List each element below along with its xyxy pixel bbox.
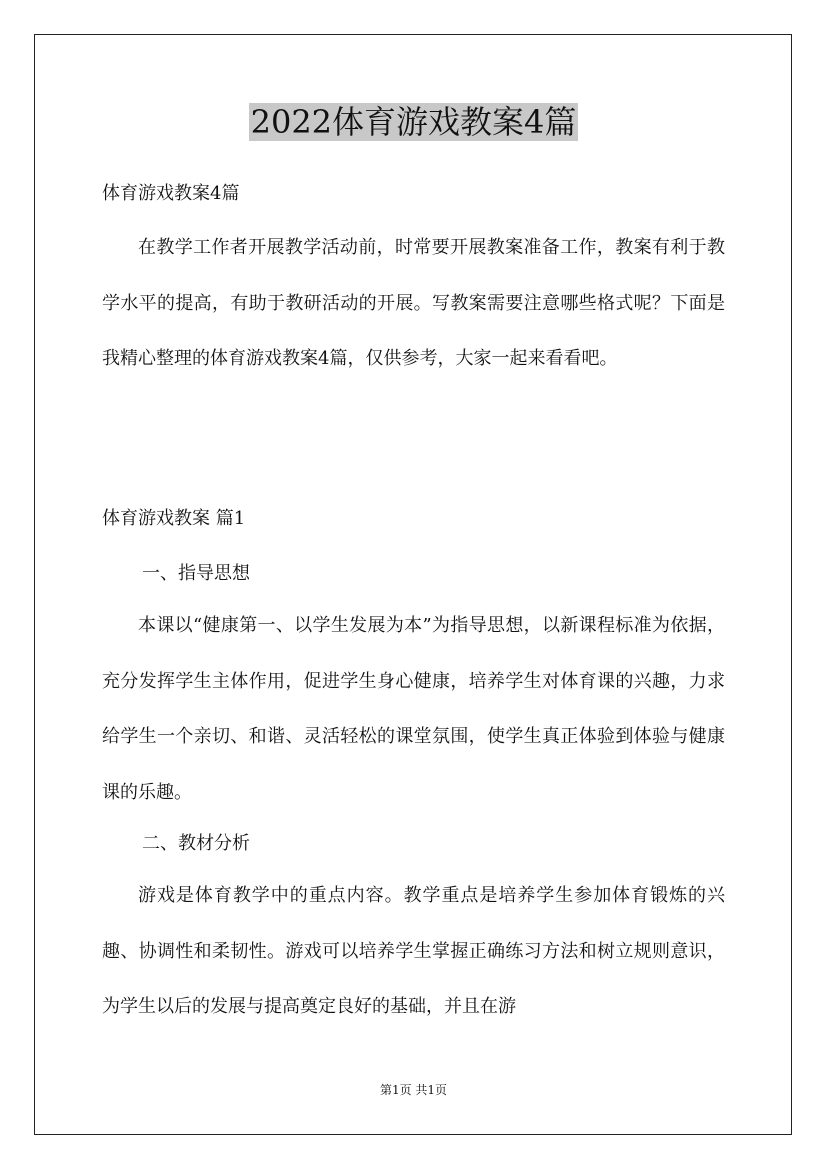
section-heading: 体育游戏教案 篇1	[102, 508, 246, 529]
document-title: 2022体育游戏教案4篇	[250, 103, 577, 141]
part2-heading: 二、教材分析	[142, 833, 250, 854]
page-footer: 第1页 共1页	[379, 1083, 448, 1097]
part1-paragraph: 本课以“健康第一、以学生发展为本”为指导思想，以新课程标准为依据，充分发挥学生主体作用，促进学生身心健康，培养学生对体育课的兴趣，力求给学生一个亲切、和谐、灵活轻松的课堂氛围，使学生真正体验到体验与健康课的乐趣。	[102, 615, 725, 803]
document-subtitle: 体育游戏教案4篇	[102, 183, 240, 204]
intro-paragraph: 在教学工作者开展教学活动前，时常要开展教案准备工作，教案有利于教学水平的提高，有助于教研活动的开展。写教案需要注意哪些格式呢？下面是我精心整理的体育游戏教案4篇，仅供参考，大家一起来看看吧。	[102, 237, 725, 369]
part2-paragraph: 游戏是体育教学中的重点内容。教学重点是培养学生参加体育锻炼的兴趣、协调性和柔韧性。游戏可以培养学生掌握正确练习方法和树立规则意识，为学生以后的发展与提高奠定良好的基础，并且在游	[102, 885, 725, 1017]
part1-heading: 一、指导思想	[142, 563, 250, 584]
